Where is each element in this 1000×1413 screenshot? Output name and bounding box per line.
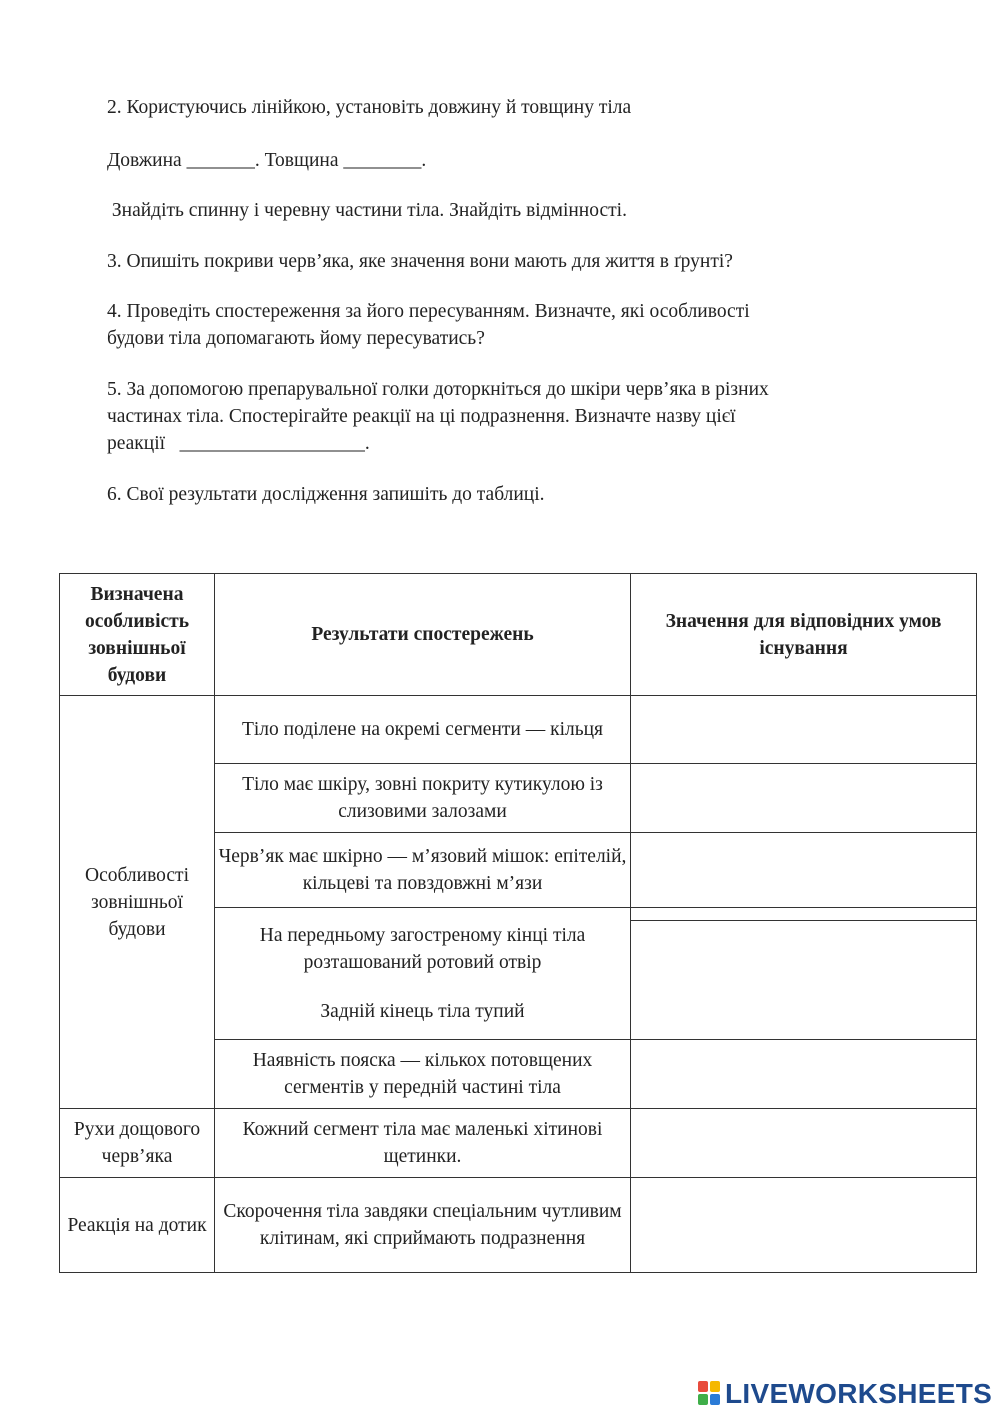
answer-cell[interactable] (631, 1109, 977, 1178)
liveworksheets-logo (698, 1378, 992, 1410)
logo-mark-icon (698, 1381, 722, 1407)
answer-cell[interactable] (631, 764, 977, 833)
answer-cell[interactable] (631, 1040, 977, 1109)
instruction-4: 4. Проведіть спостереження за його пересуванням. Визначте, які особливості будови тіла допомагають йому пересуватись? (107, 301, 750, 349)
result-cell: Скорочення тіла завдяки спеціальним чутливим клітинам, які сприймають подразнення (215, 1178, 631, 1273)
rear-end-text: Задній кінець тіла тупий (320, 1001, 525, 1022)
header-feature: Визначена особливість зовнішньої будови (60, 574, 215, 696)
group-label-reaction: Реакція на дотик (60, 1178, 215, 1273)
answer-cell[interactable] (631, 833, 977, 908)
logo-text: LIVEWORKSHEETS (725, 1378, 993, 1409)
instruction-5: 5. За допомогою препарувальної голки доторкніться до шкіри черв’яка в різних частинах тіла. Спостерігайте реакції на ці подразнення. Визначте назву цієї реакції ___________________. (107, 379, 769, 454)
instruction-3: 3. Опишіть покриви черв’яка, яке значення вони мають для життя в ґрунті? (107, 251, 733, 272)
result-cell-ends (215, 908, 631, 1040)
result-cell: Наявність пояска — кількох потовщених сегментів у передній частині тіла (215, 1040, 631, 1109)
header-significance: Значення для відповідних умов існування (631, 574, 977, 696)
answer-cell[interactable] (631, 696, 977, 764)
group-label-external: Особливості зовнішньої будови (60, 696, 215, 1109)
result-cell: Тіло поділене на окремі сегменти — кільця (215, 696, 631, 764)
result-cell: Черв’як має шкірно — м’язовий мішок: епітелій, кільцеві та повздовжні м’язи (215, 833, 631, 908)
mouth-end-text: На передньому загостреному кінці тіла розташований ротовий отвір (259, 925, 586, 973)
header-results: Результати спостережень (215, 574, 631, 696)
result-cell: Тіло має шкіру, зовні покриту кутикулою із слизовими залозами (215, 764, 631, 833)
group-label-movement: Рухи дощового черв’яка (60, 1109, 215, 1178)
find-parts-instruction: Знайдіть спинну і черевну частини тіла. Знайдіть відмінності. (107, 200, 627, 221)
answer-cell[interactable] (631, 908, 977, 1040)
instruction-2: 2. Користуючись лінійкою, установіть довжину й товщину тіла (107, 97, 632, 118)
observation-table (59, 573, 977, 1273)
length-thickness-line: Довжина _______. Товщина ________. (107, 150, 427, 171)
result-cell: Кожний сегмент тіла має маленькі хітинові щетинки. (215, 1109, 631, 1178)
answer-cell[interactable] (631, 1178, 977, 1273)
instruction-6: 6. Свої результати дослідження запишіть до таблиці. (107, 484, 545, 505)
